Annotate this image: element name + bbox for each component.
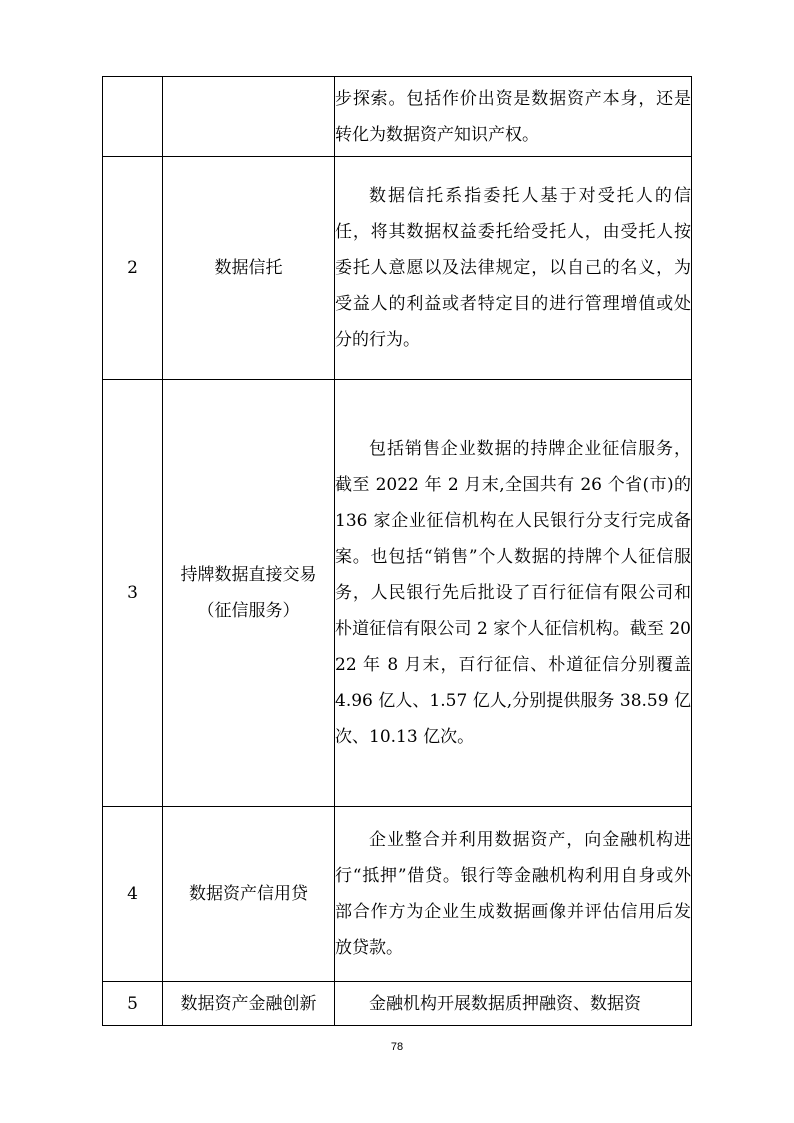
content-table [102, 76, 692, 1026]
row-description-text: 数据信托系指委托人基于对受托人的信任，将其数据权益委托给受托人，由受托人按委托人意愿以及法律规定，以自己的名义，为受益人的利益或者特定目的进行管理增值或处分的行为。 [335, 186, 691, 350]
row-name-cell [163, 380, 335, 807]
row-number-cell: 2 [103, 157, 163, 380]
row-name-text: 数据资产金融创新 [180, 993, 317, 1014]
table-row [103, 982, 692, 1026]
table-row [103, 157, 692, 380]
row-description-text: 企业整合并利用数据资产，向金融机构进行“抵押”借贷。银行等金融机构利用自身或外部合作方为企业生成数据画像并评估信用后发放贷款。 [335, 830, 691, 958]
page-number: 78 [390, 1041, 404, 1053]
row-name-text: 持牌数据直接交易 [180, 565, 317, 585]
row-description-cell [335, 807, 692, 982]
row-number-cell: 4 [103, 807, 163, 982]
row-description-text: 步探索。包括作价出资是数据资产本身，还是转化为数据资产知识产权。 [335, 88, 691, 145]
row-description-text: 金融机构开展数据质押融资、数据资 [369, 993, 641, 1014]
row-description-cell [335, 77, 692, 157]
table-row [103, 380, 692, 807]
row-number-cell: 5 [103, 982, 163, 1026]
table-row [103, 77, 692, 157]
row-name-cell [163, 807, 335, 982]
row-name-text: 数据资产信用贷 [189, 884, 308, 904]
table-row [103, 807, 692, 982]
row-number-cell [103, 77, 163, 157]
row-description-cell [335, 380, 692, 807]
row-name-text: 数据信托 [214, 258, 283, 278]
row-name-subtext: （征信服务） [197, 601, 300, 621]
row-description-cell [335, 157, 692, 380]
row-name-cell [163, 157, 335, 380]
row-name-cell [163, 77, 335, 157]
row-description-cell [335, 982, 692, 1026]
row-number-cell: 3 [103, 380, 163, 807]
row-name-cell [163, 982, 335, 1026]
row-description-text: 包括销售企业数据的持牌企业征信服务，截至 2022 年 2 月末,全国共有 26 个省(市)的 136 家企业征信机构在人民银行分支行完成备案。也包括“销售”个人数据的持牌个人征信服务，人民银行先后批设了百行征信有限公司和朴道征信有限公司 2 家个人征信机构。截至 2022 年 8 月末，百行征信、朴道征信分别覆盖 4.96 亿人、1.57 亿人,分别提供服务 38.59 亿次、10.13 亿次。 [335, 439, 691, 747]
